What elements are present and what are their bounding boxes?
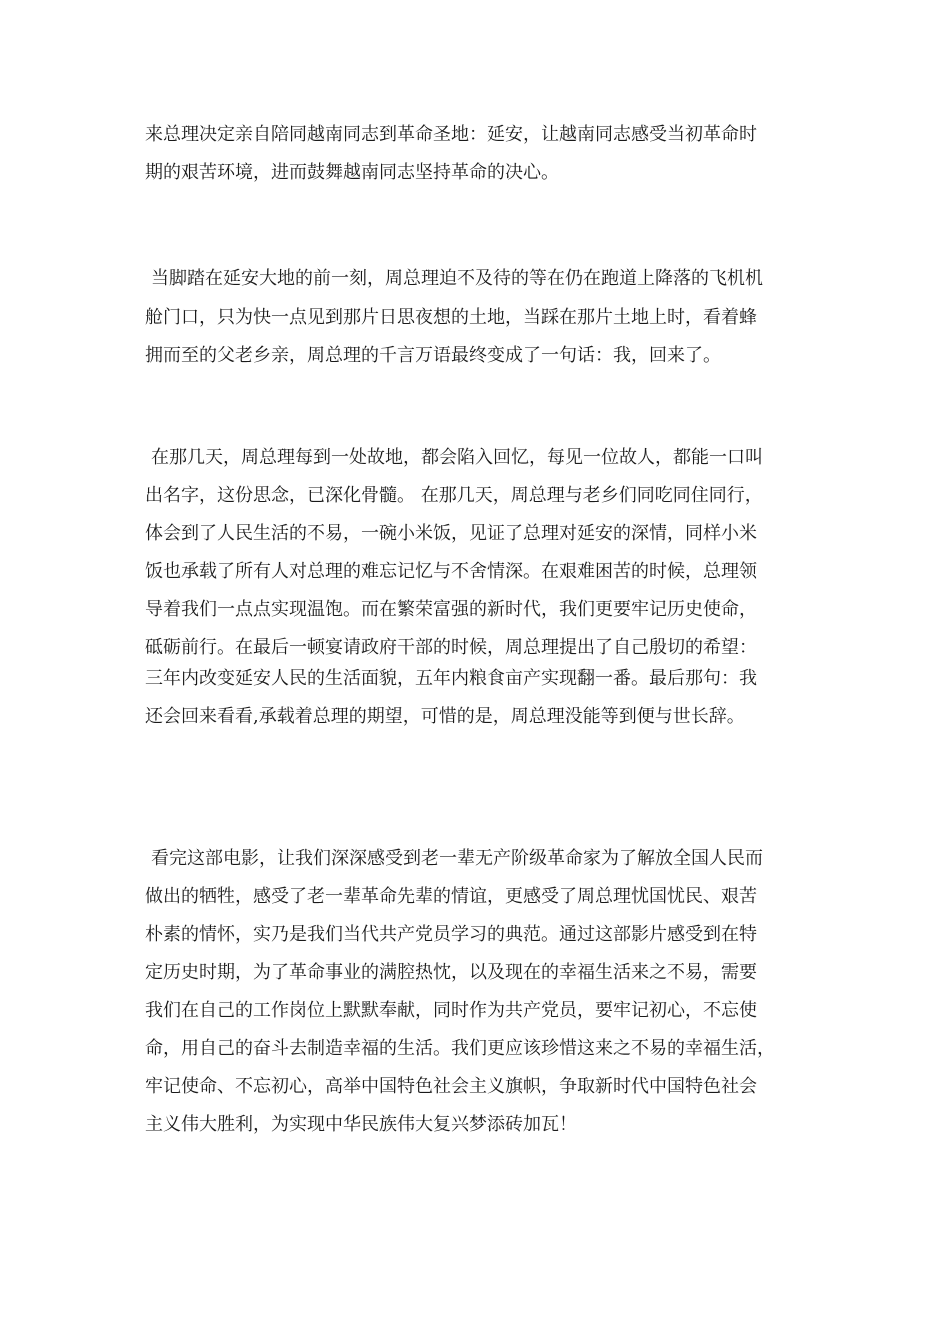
- paragraph-line: 朴素的情怀，实乃是我们当代共产党员学习的典范。通过这部影片感受到在特: [145, 924, 757, 945]
- paragraph-line: 主义伟大胜利，为实现中华民族伟大复兴梦添砖加瓦！: [145, 1114, 577, 1135]
- paragraph-line: 来总理决定亲自陪同越南同志到革命圣地：延安，让越南同志感受当初革命时: [145, 124, 757, 145]
- paragraph-line: 导着我们一点点实现温饱。而在繁荣富强的新时代，我们更要牢记历史使命，: [145, 599, 757, 620]
- paragraph-line: 砥砺前行。在最后一顿宴请政府干部的时候，周总理提出了自己殷切的希望：: [145, 637, 757, 658]
- paragraph-line: 看完这部电影，让我们深深感受到老一辈无产阶级革命家为了解放全国人民而: [151, 848, 763, 869]
- paragraph-line: 拥而至的父老乡亲，周总理的千言万语最终变成了一句话：我，回来了。: [145, 345, 721, 366]
- paragraph-line: 命，用自己的奋斗去制造幸福的生活。我们更应该珍惜这来之不易的幸福生活，: [145, 1038, 775, 1059]
- paragraph-line: 体会到了人民生活的不易，一碗小米饭，见证了总理对延安的深情，同样小米: [145, 523, 757, 544]
- paragraph-line: 期的艰苦环境，进而鼓舞越南同志坚持革命的决心。: [145, 162, 559, 183]
- paragraph-line: 定历史时期，为了革命事业的满腔热忱，以及现在的幸福生活来之不易，需要: [145, 962, 757, 983]
- paragraph-line: 牢记使命、不忘初心，高举中国特色社会主义旗帜，争取新时代中国特色社会: [145, 1076, 757, 1097]
- paragraph-line: 出名字，这份思念，已深化骨髓。 在那几天，周总理与老乡们同吃同住同行，: [145, 485, 763, 506]
- paragraph-line: 饭也承载了所有人对总理的难忘记忆与不舍情深。在艰难困苦的时候，总理领: [145, 561, 757, 582]
- paragraph-line: 当脚踏在延安大地的前一刻，周总理迫不及待的等在仍在跑道上降落的飞机机: [151, 268, 763, 289]
- paragraph-line: 三年内改变延安人民的生活面貌，五年内粮食亩产实现翻一番。最后那句：我: [145, 668, 757, 689]
- paragraph-line: 我们在自己的工作岗位上默默奉献，同时作为共产党员，要牢记初心，不忘使: [145, 1000, 757, 1021]
- paragraph-line: 还会回来看看,承载着总理的期望，可惜的是，周总理没能等到便与世长辞。: [145, 706, 745, 727]
- paragraph-line: 在那几天，周总理每到一处故地，都会陷入回忆，每见一位故人，都能一口叫: [151, 447, 763, 468]
- paragraph-line: 做出的牺牲，感受了老一辈革命先辈的情谊，更感受了周总理忧国忧民、艰苦: [145, 886, 757, 907]
- paragraph-line: 舱门口，只为快一点见到那片日思夜想的土地，当踩在那片土地上时，看着蜂: [145, 307, 757, 328]
